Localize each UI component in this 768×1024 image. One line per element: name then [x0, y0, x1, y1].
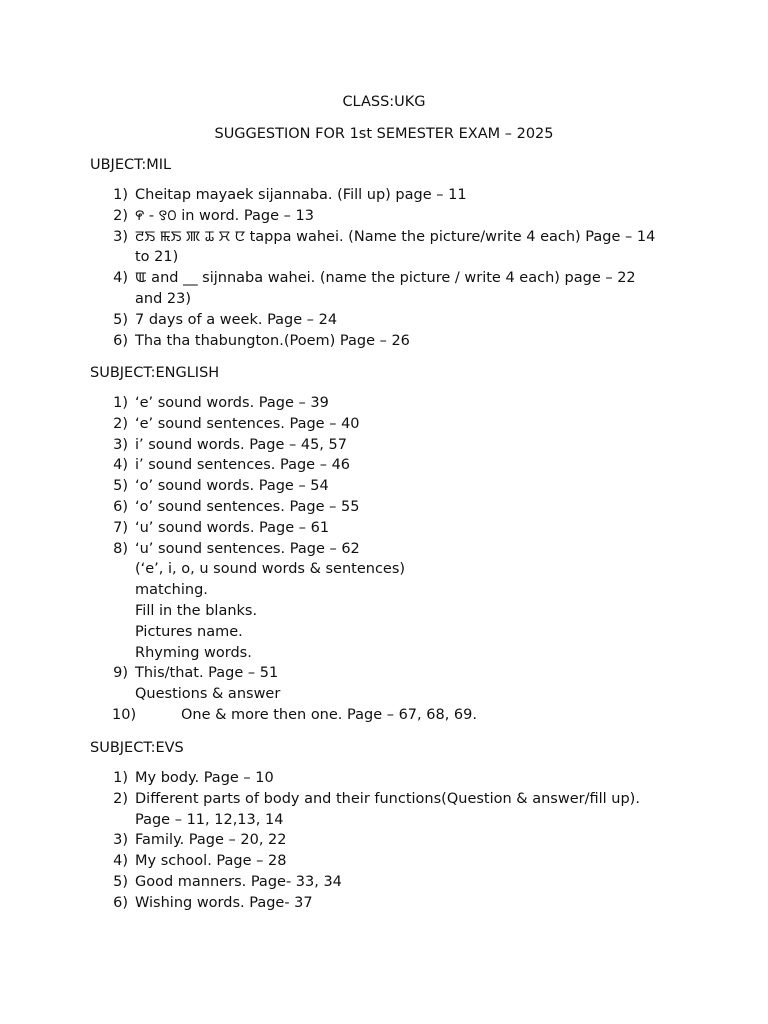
list-item [90, 893, 690, 914]
list-item [90, 268, 690, 310]
item-number: 1) [113, 187, 128, 203]
item-number: 7) [113, 519, 128, 536]
item-number: 2) [113, 415, 128, 432]
item-subline: Fill in the blanks. [135, 602, 258, 619]
list-item [90, 393, 690, 414]
item-text: Good manners. Page- 33, 34 [135, 873, 342, 890]
item-text: Tha tha thabungton.(Poem) Page – 26 [135, 332, 410, 349]
item-number: 9) [113, 665, 128, 682]
list-item [90, 830, 690, 851]
item-text: i’ sound sentences. Page – 46 [135, 457, 351, 474]
item-text: ‘o’ sound words. Page – 54 [135, 478, 329, 495]
item-text: 7 days of a week. Page – 24 [135, 311, 338, 328]
list-item [90, 872, 690, 893]
item-number: 4) [113, 270, 128, 287]
item-number: 5) [113, 873, 128, 890]
item-text: My body. Page – 10 [135, 770, 274, 786]
section-heading-mil: UBJECT:MIL [90, 157, 172, 173]
item-number: 8) [113, 540, 128, 557]
item-text: i’ sound words. Page – 45, 57 [135, 436, 347, 453]
item-text: Wishing words. Page- 37 [135, 894, 313, 911]
item-text: ꯑ and __ sijnnaba wahei. (name the picture / write 4 each) page – 22 [135, 270, 636, 287]
document-title: SUGGESTION FOR 1st SEMESTER EXAM – 2025 [214, 126, 554, 142]
item-number: 4) [113, 457, 128, 474]
item-number: 5) [113, 478, 128, 495]
item-text: Different parts of body and their functions(Question & answer/fill up). [135, 790, 640, 807]
item-subline: Rhyming words. [135, 644, 252, 661]
item-text-continued: to 21) [135, 249, 179, 266]
list-item [90, 414, 690, 435]
item-number: 5) [113, 311, 128, 328]
item-number: 3) [113, 436, 128, 453]
list-item [90, 497, 690, 518]
item-number: 6) [113, 332, 128, 349]
list-item [90, 768, 690, 789]
item-subline: Pictures name. [135, 623, 243, 640]
item-subline: matching. [135, 582, 208, 599]
item-text: ꯵ - ꯱꯰ in word. Page – 13 [135, 207, 314, 224]
section-heading-evs: SUBJECT:EVS [90, 740, 184, 756]
item-text: ‘u’ sound sentences. Page – 62 [135, 540, 360, 557]
item-text: Cheitap mayaek sijannaba. (Fill up) page – 11 [135, 187, 467, 203]
item-number: 6) [113, 498, 128, 515]
mil-list [90, 185, 690, 351]
item-text: ꯂꯏ ꯃꯏ ꯄ ꯊ ꯆ ꯅ tappa wahei. (Name the picture/write 4 each) Page – 14 [135, 228, 656, 245]
item-number: 10) [112, 706, 137, 723]
list-item [90, 476, 690, 497]
list-item [90, 185, 690, 206]
item-number: 6) [113, 894, 128, 911]
item-text: ‘u’ sound words. Page – 61 [135, 519, 330, 536]
list-item [90, 455, 690, 476]
list-item [90, 227, 690, 269]
item-text: This/that. Page – 51 [135, 665, 279, 682]
item-text: My school. Page – 28 [135, 853, 287, 870]
list-item [90, 331, 690, 352]
section-heading-english: SUBJECT:ENGLISH [90, 365, 220, 381]
item-number: 2) [113, 790, 128, 807]
item-text: One & more then one. Page – 67, 68, 69. [181, 706, 477, 723]
item-number: 2) [113, 207, 128, 224]
list-item [90, 435, 690, 456]
list-item [90, 705, 690, 726]
item-subline: (‘e’, i, o, u sound words & sentences) [135, 561, 406, 578]
item-number: 1) [113, 395, 128, 411]
item-number: 3) [113, 228, 128, 245]
item-number: 3) [113, 832, 128, 849]
item-number: 4) [113, 853, 128, 870]
list-item [90, 851, 690, 872]
item-text-continued: and 23) [135, 290, 191, 307]
item-text: ‘e’ sound words. Page – 39 [135, 395, 329, 411]
list-item [90, 539, 690, 664]
english-list [90, 393, 690, 726]
list-item [90, 206, 690, 227]
item-text: ‘o’ sound sentences. Page – 55 [135, 498, 360, 515]
list-item [90, 518, 690, 539]
item-text: ‘e’ sound sentences. Page – 40 [135, 415, 360, 432]
class-label: CLASS:UKG [342, 94, 426, 110]
item-number: 1) [113, 770, 128, 786]
item-text-continued: Questions & answer [135, 686, 281, 703]
list-item [90, 310, 690, 331]
list-item [90, 789, 690, 831]
item-text-continued: Page – 11, 12,13, 14 [135, 811, 284, 828]
item-text: Family. Page – 20, 22 [135, 832, 287, 849]
list-item [90, 663, 690, 705]
evs-list [90, 768, 690, 914]
